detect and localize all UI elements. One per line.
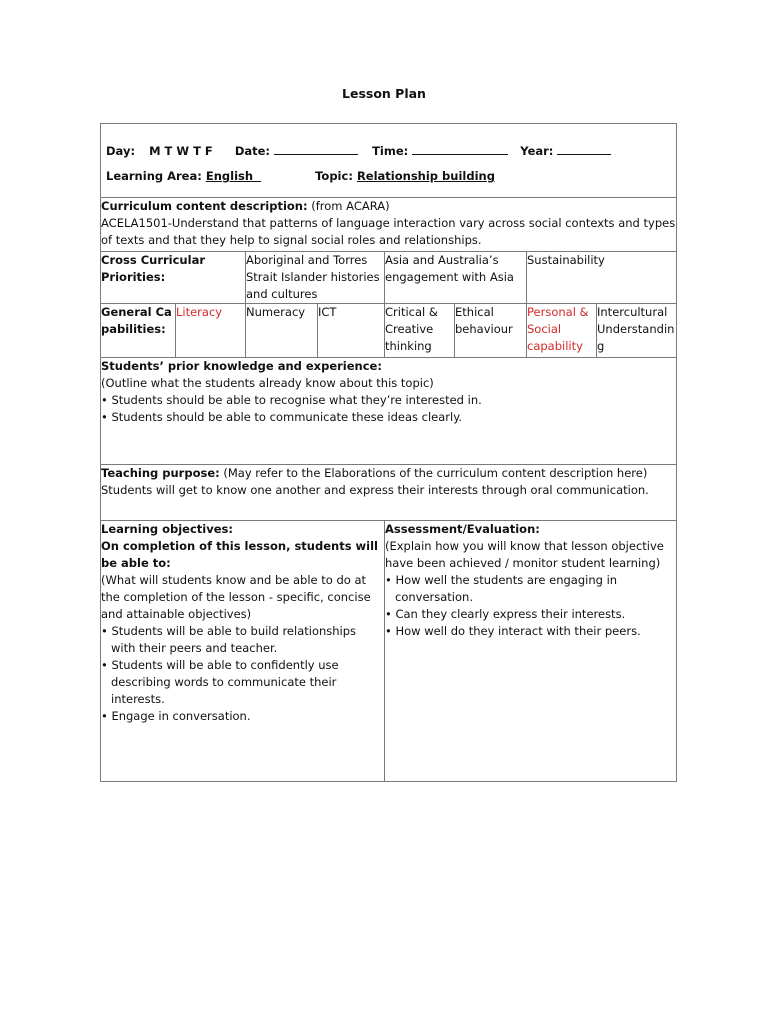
priorities-label: Cross Curricular Priorities: — [101, 252, 246, 304]
list-item: • Students should be able to recognise what they’re interested in. — [101, 393, 482, 407]
topic-value: Relationship building — [356, 169, 495, 183]
list-item: • How well do they interact with their peers. — [385, 624, 641, 638]
header-section — [101, 124, 677, 198]
objectives-note: (What will students know and be able to do at the completion of the lesson - specific, concise and attainable objectives) — [101, 573, 371, 621]
year-label: Year: — [520, 144, 554, 158]
curriculum-source: (from ACARA) — [311, 199, 390, 213]
teaching-purpose-section — [101, 465, 677, 521]
topic-label: Topic: — [315, 169, 353, 183]
learning-area-value: English — [205, 169, 254, 183]
list-item: • Students will be able to confidently use describing words to communicate their interests. — [101, 658, 339, 706]
capability-ict: ICT — [318, 304, 385, 358]
day-value: M T W T F — [149, 144, 213, 158]
time-blank[interactable] — [412, 142, 508, 155]
priority-sustainability: Sustainability — [527, 252, 677, 304]
list-item: • Students should be able to communicate these ideas clearly. — [101, 410, 463, 424]
objectives-section — [101, 521, 385, 782]
time-label: Time: — [372, 144, 409, 158]
assessment-note: (Explain how you will know that lesson objective have been achieved / monitor student learning) — [385, 539, 664, 570]
area-topic-line — [106, 168, 681, 185]
assessment-section — [385, 521, 677, 782]
list-item: • Can they clearly express their interests. — [385, 607, 626, 621]
priority-asia: Asia and Australia’s engagement with Asia — [385, 252, 527, 304]
capability-numeracy: Numeracy — [246, 304, 318, 358]
teaching-purpose-note: (May refer to the Elaborations of the curriculum content description here) — [223, 466, 648, 480]
capabilities-label: General Capabilities: — [101, 304, 176, 358]
lesson-plan-table — [100, 123, 677, 782]
prior-knowledge-section — [101, 358, 677, 465]
objectives-label: Learning objectives: — [101, 522, 233, 536]
capability-critical-creative: Critical & Creative thinking — [385, 304, 455, 358]
list-item: • Students will be able to build relationships with their peers and teacher. — [101, 624, 357, 655]
capability-literacy: Literacy — [176, 304, 246, 358]
prior-knowledge-label: Students’ prior knowledge and experience: — [101, 359, 382, 373]
objectives-sublabel: On completion of this lesson, students will be able to: — [101, 539, 378, 570]
list-item: • Engage in conversation. — [101, 709, 251, 723]
curriculum-section — [101, 198, 677, 252]
schedule-line — [106, 142, 681, 160]
day-label: Day: — [106, 144, 136, 158]
capability-intercultural: Intercultural Understanding — [597, 304, 677, 358]
date-blank[interactable] — [274, 142, 358, 155]
learning-area-label: Learning Area: — [106, 169, 202, 183]
teaching-purpose-label: Teaching purpose: — [101, 466, 220, 480]
curriculum-text: ACELA1501-Understand that patterns of language interaction vary across social contexts and types of texts and that they help to signal social roles and relationships. — [101, 216, 676, 247]
assessment-label: Assessment/Evaluation: — [385, 522, 540, 536]
capability-ethical: Ethical behaviour — [455, 304, 527, 358]
teaching-purpose-text: Students will get to know one another and express their interests through oral communication. — [101, 483, 649, 497]
prior-knowledge-note: (Outline what the students already know about this topic) — [101, 376, 434, 390]
priority-aboriginal: Aboriginal and Torres Strait Islander histories and cultures — [246, 252, 385, 304]
date-label: Date: — [234, 144, 271, 158]
page-title: Lesson Plan — [342, 86, 426, 101]
capability-personal-social: Personal & Social capability — [527, 304, 597, 358]
year-blank[interactable] — [557, 142, 611, 155]
list-item: • How well the students are engaging in conversation. — [385, 573, 618, 604]
curriculum-label: Curriculum content description: — [101, 199, 308, 213]
